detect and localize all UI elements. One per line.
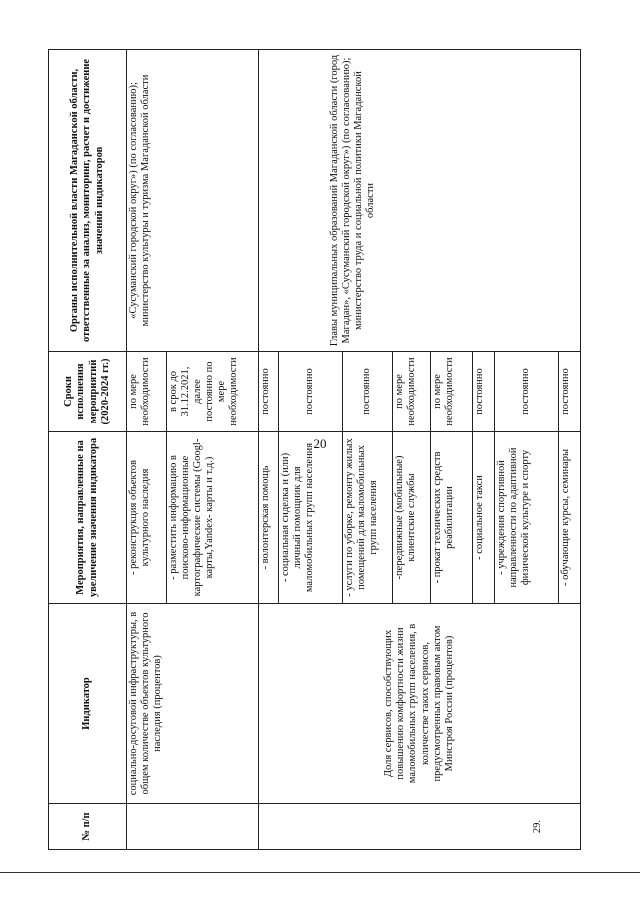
row29-organs: Главы муниципальных образований Магаданской области (город Магадан», «Сусуманский городской округ») (по согласованию); министерство труда и социальной политики Магаданской области: [259, 50, 581, 352]
prev-term-1: в срок до 31.12.2021, далее постоянно по мере необходимости: [167, 352, 259, 432]
measures-table: [48, 49, 581, 850]
bottom-scan-edge: [0, 872, 640, 873]
row29-measure-2: - услуги по уборке, ремонту жилых помещений для маломобильных групп населения: [343, 432, 393, 604]
prev-term-0: по мере необходимости: [127, 352, 167, 432]
row29-term-1: постоянно: [279, 352, 343, 432]
header-organs: Органы исполнительной власти Магаданской области, ответственные за анализ, мониторинг, расчет и достижение значений индикаторов: [49, 50, 127, 352]
table-row: [127, 50, 167, 850]
prev-organs: «Сусуманский городской округ») (по согласованию); министерство культуры и туризма Магаданской области: [127, 50, 259, 352]
header-num: № п/п: [49, 804, 127, 850]
row29-term-2: постоянно: [343, 352, 393, 432]
prev-measure-1: - разместить информацию в поисково-информационные картографические системы (Googl-карты,Yandex- карты и т.д.): [167, 432, 259, 604]
row29-term-3: по мере необходимости: [393, 352, 431, 432]
prev-measure-0: - реконструкция объектов культурного наследия: [127, 432, 167, 604]
row29-term-7: постоянно: [559, 352, 581, 432]
header-terms: Сроки исполнения мероприятий (2020-2024 гг.): [49, 352, 127, 432]
row29-term-5: постоянно: [473, 352, 495, 432]
table-header-row: [49, 50, 127, 850]
row29-measure-0: - волонтерская помощь: [259, 432, 279, 604]
table-row: [259, 50, 279, 850]
row29-measure-4: - прокат технических средств реабилитации: [431, 432, 473, 604]
row29-term-0: постоянно: [259, 352, 279, 432]
row29-measure-5: - социальное такси: [473, 432, 495, 604]
page-number: 20: [313, 436, 327, 451]
row29-term-4: по мере необходимости: [431, 352, 473, 432]
header-indicator: Индикатор: [49, 604, 127, 804]
row29-measure-7: - обучающие курсы, семинары: [559, 432, 581, 604]
prev-indicator: социально-досуговой инфраструктуры, в общем количестве объектов культурного наследия (процентов): [127, 604, 259, 804]
row29-indicator: Доля сервисов, способствующих повышению комфортности жизни маломобильных групп населения, в количестве таких сервисов, предусмотренных правовым актом Минстроя России (процентов): [259, 604, 581, 804]
row29-measure-1: - социальная сиделка и (или) личный помощник для маломобильных групп населения: [279, 432, 343, 604]
prev-num-cell: [127, 804, 259, 850]
row29-measure-3: -передвижные (мобильные) клиентские службы: [393, 432, 431, 604]
header-measures: Мероприятия, направленные на увеличение значения индикатора: [49, 432, 127, 604]
row29-term-6: постоянно: [495, 352, 559, 432]
row29-num: 29.: [259, 804, 581, 850]
row29-measure-6: - учреждения спортивной направленности по адаптивной физической культуре и спорту: [495, 432, 559, 604]
rotated-table-container: [48, 50, 580, 850]
